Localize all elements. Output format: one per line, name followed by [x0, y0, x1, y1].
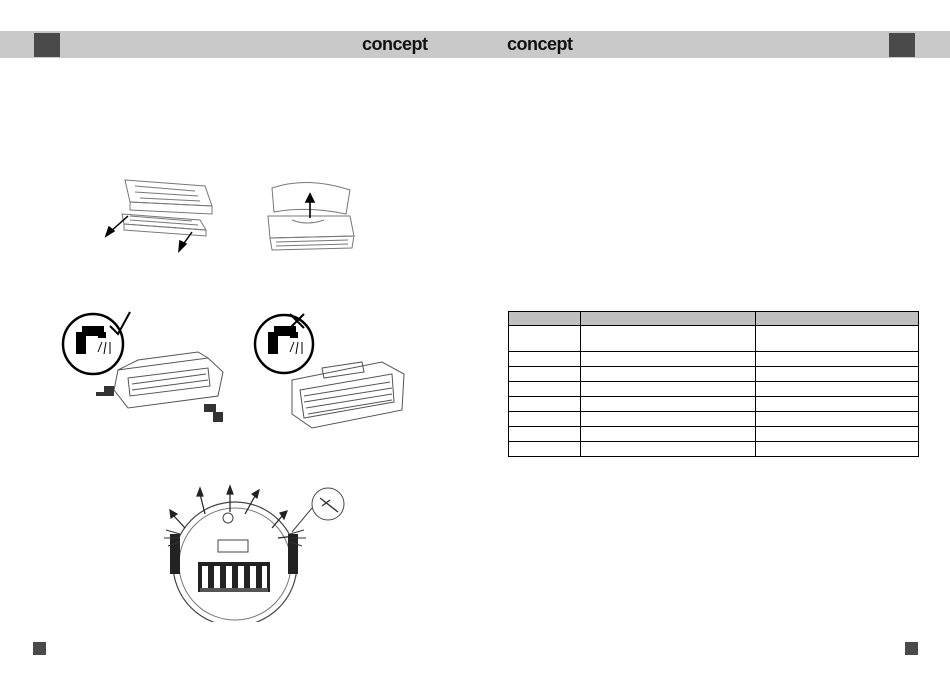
table-header-cell: [581, 312, 756, 326]
table-header-row: [509, 312, 919, 326]
header-marker-left: [34, 33, 60, 57]
table-header-cell: [756, 312, 919, 326]
brand-logo-left: concept: [362, 34, 428, 54]
table-cell: [509, 412, 581, 427]
table-cell: [581, 326, 756, 352]
table-cell: [509, 442, 581, 457]
table-cell: [581, 352, 756, 367]
table-cell: [509, 427, 581, 442]
table-cell: [756, 442, 919, 457]
table-cell: [756, 382, 919, 397]
table-cell: [756, 412, 919, 427]
brand-logo-right: concept: [507, 34, 573, 54]
table-row: [509, 412, 919, 427]
table-cell: [509, 382, 581, 397]
filter-pull-out-illustration: [100, 172, 230, 254]
robot-underside-illustration: [160, 482, 360, 622]
table-cell: [756, 326, 919, 352]
table-cell: [509, 397, 581, 412]
table-cell: [581, 397, 756, 412]
filter-lift-up-illustration: [262, 176, 357, 261]
table-row: [509, 397, 919, 412]
table-cell: [756, 427, 919, 442]
table-row: [509, 427, 919, 442]
table-row: [509, 352, 919, 367]
table-cell: [509, 326, 581, 352]
non-washable-filter-illustration: [252, 310, 422, 435]
table-cell: [509, 352, 581, 367]
spec-table: [508, 311, 919, 457]
table-row: [509, 382, 919, 397]
table-cell: [581, 367, 756, 382]
table-cell: [756, 352, 919, 367]
table-cell: [581, 382, 756, 397]
table-cell: [756, 397, 919, 412]
table-cell: [581, 427, 756, 442]
table-row: [509, 442, 919, 457]
header-marker-right: [889, 33, 915, 57]
table-cell: [509, 367, 581, 382]
table-row: [509, 367, 919, 382]
table-row: [509, 326, 919, 352]
table-cell: [581, 412, 756, 427]
footer-marker-right: [905, 642, 918, 655]
table-cell: [756, 367, 919, 382]
header-bar: [0, 31, 950, 58]
table-header-cell: [509, 312, 581, 326]
footer-marker-left: [33, 642, 46, 655]
table-cell: [581, 442, 756, 457]
washable-dust-bin-illustration: [58, 308, 238, 428]
